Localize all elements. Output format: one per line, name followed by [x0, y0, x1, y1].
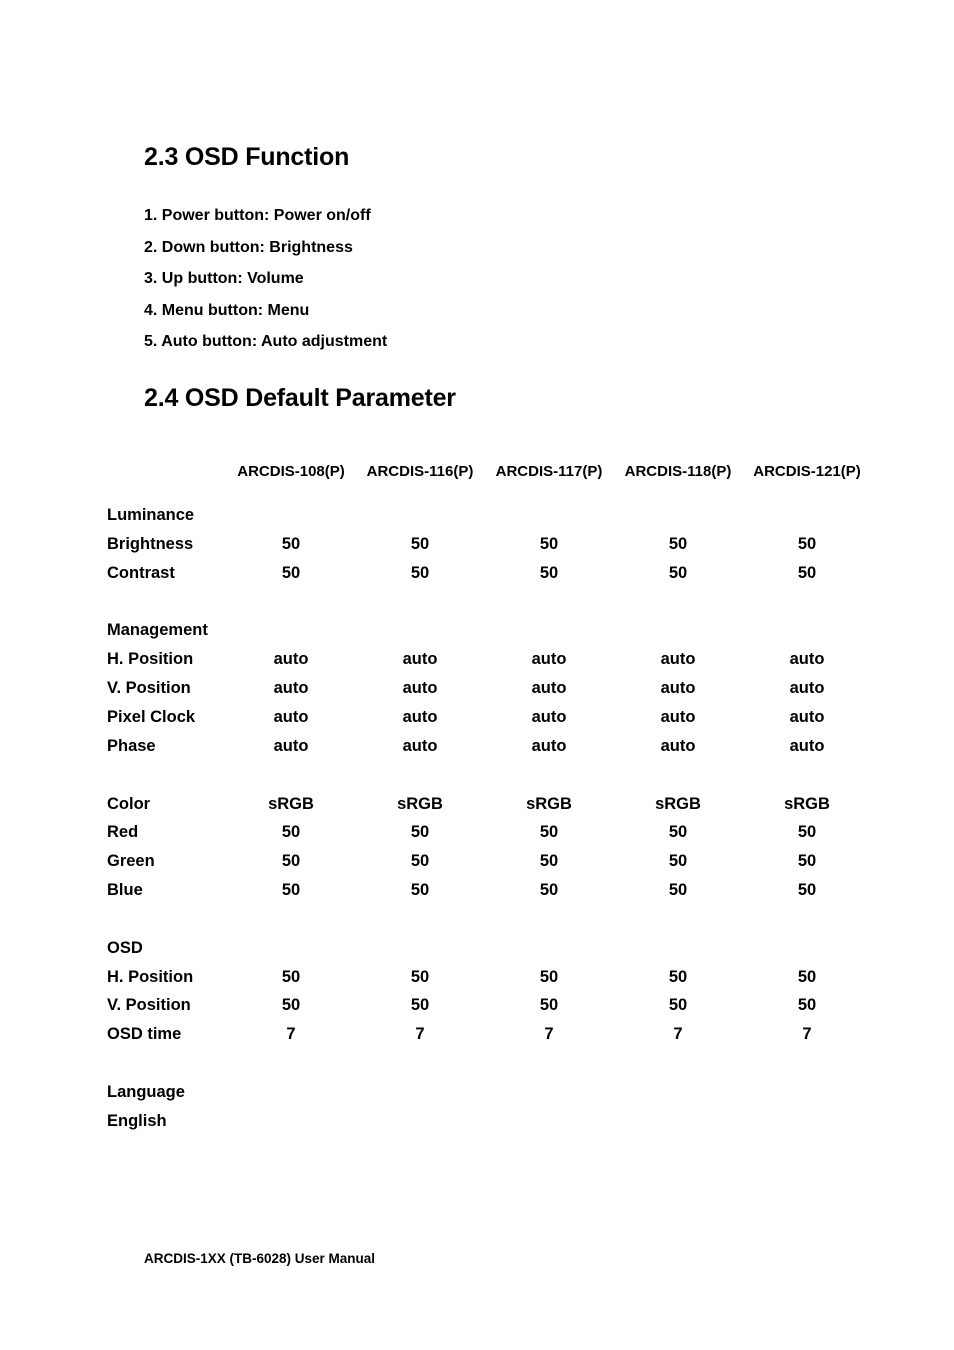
table-cell: 50: [797, 996, 817, 1014]
table-cell: 7: [286, 1025, 296, 1043]
row-label: Phase: [107, 737, 156, 755]
list-item: 5. Auto button: Auto adjustment: [144, 333, 388, 350]
table-cell: 50: [797, 535, 817, 553]
column-header: ARCDIS-108(P): [237, 463, 345, 480]
table-cell: 50: [668, 881, 688, 899]
table-cell: 50: [539, 535, 559, 553]
table-cell: auto: [660, 737, 696, 755]
table-cell: 7: [544, 1025, 554, 1043]
table-cell: 50: [668, 564, 688, 582]
table-cell: 50: [668, 535, 688, 553]
table-cell: 50: [668, 996, 688, 1014]
row-label: H. Position: [107, 968, 194, 986]
table-cell: auto: [273, 650, 309, 668]
table-cell: 50: [668, 968, 688, 986]
table-cell: auto: [660, 708, 696, 726]
table-cell: 50: [797, 852, 817, 870]
table-cell: 7: [802, 1025, 812, 1043]
row-label: OSD: [107, 939, 143, 957]
table-cell: auto: [531, 737, 567, 755]
table-cell: 7: [415, 1025, 425, 1043]
table-cell: 50: [410, 852, 430, 870]
table-cell: sRGB: [268, 795, 314, 813]
table-cell: 50: [410, 564, 430, 582]
table-cell: auto: [660, 650, 696, 668]
table-cell: 50: [797, 823, 817, 841]
table-cell: 50: [668, 823, 688, 841]
table-cell: 50: [410, 535, 430, 553]
table-cell: 50: [410, 996, 430, 1014]
table-cell: 50: [281, 823, 301, 841]
table-cell: 50: [410, 823, 430, 841]
row-label: Color: [107, 795, 151, 813]
row-label: V. Position: [107, 679, 191, 697]
table-cell: 50: [539, 564, 559, 582]
table-cell: sRGB: [526, 795, 572, 813]
row-label: Green: [107, 852, 155, 870]
table-cell: auto: [660, 679, 696, 697]
table-cell: 50: [281, 852, 301, 870]
list-item: 2. Down button: Brightness: [144, 238, 353, 256]
table-cell: 50: [539, 968, 559, 986]
table-cell: 7: [673, 1025, 683, 1043]
table-cell: auto: [789, 737, 825, 755]
table-cell: auto: [789, 708, 825, 726]
table-cell: auto: [402, 737, 438, 755]
column-header: ARCDIS-118(P): [624, 463, 732, 480]
row-label: English: [107, 1112, 167, 1130]
table-cell: auto: [273, 737, 309, 755]
row-label: H. Position: [107, 650, 194, 668]
table-cell: auto: [789, 650, 825, 668]
table-cell: auto: [273, 708, 309, 726]
row-label: Language: [107, 1083, 185, 1101]
row-label: Brightness: [107, 535, 194, 553]
table-cell: 50: [539, 852, 559, 870]
row-label: Pixel Clock: [107, 708, 196, 726]
list-item: 1. Power button: Power on/off: [144, 207, 371, 224]
table-cell: auto: [402, 679, 438, 697]
row-label: Contrast: [107, 564, 175, 582]
row-label: V. Position: [107, 996, 191, 1014]
table-cell: 50: [539, 881, 559, 899]
table-cell: auto: [531, 679, 567, 697]
table-cell: sRGB: [397, 795, 443, 813]
page-footer: ARCDIS-1XX (TB-6028) User Manual: [144, 1251, 376, 1266]
table-cell: auto: [531, 708, 567, 726]
table-cell: 50: [281, 564, 301, 582]
table-cell: 50: [281, 535, 301, 553]
table-cell: auto: [273, 679, 309, 697]
column-header: ARCDIS-117(P): [495, 463, 603, 480]
list-item: 4. Menu button: Menu: [144, 301, 310, 319]
row-label: OSD time: [107, 1025, 182, 1043]
column-header: ARCDIS-121(P): [753, 463, 861, 480]
section-title-osd-default-parameter: 2.4 OSD Default Parameter: [144, 384, 456, 412]
section-title-osd-function: 2.3 OSD Function: [144, 143, 350, 171]
table-cell: 50: [539, 996, 559, 1014]
column-header: ARCDIS-116(P): [366, 463, 474, 480]
table-cell: auto: [789, 679, 825, 697]
table-cell: 50: [281, 996, 301, 1014]
row-label: Blue: [107, 881, 143, 899]
row-label: Management: [107, 621, 208, 639]
table-cell: 50: [410, 968, 430, 986]
table-cell: 50: [797, 564, 817, 582]
table-cell: 50: [797, 968, 817, 986]
table-cell: 50: [281, 881, 301, 899]
row-label: Red: [107, 823, 139, 841]
table-cell: sRGB: [784, 795, 830, 813]
table-cell: auto: [531, 650, 567, 668]
table-cell: auto: [402, 650, 438, 668]
table-cell: 50: [281, 968, 301, 986]
table-cell: sRGB: [655, 795, 701, 813]
table-cell: 50: [539, 823, 559, 841]
table-cell: auto: [402, 708, 438, 726]
list-item: 3. Up button: Volume: [144, 270, 304, 287]
table-cell: 50: [410, 881, 430, 899]
row-label: Luminance: [107, 506, 195, 524]
table-cell: 50: [797, 881, 817, 899]
table-cell: 50: [668, 852, 688, 870]
